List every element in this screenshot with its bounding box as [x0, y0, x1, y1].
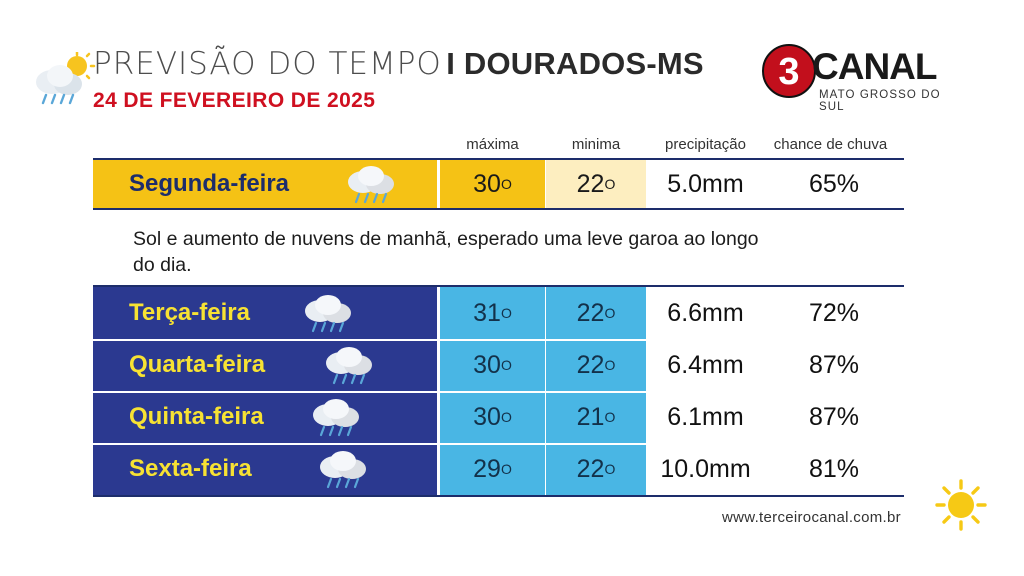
rain-cloud-icon — [343, 162, 405, 206]
page-header — [0, 0, 1024, 125]
column-header-minima: minima — [571, 136, 621, 153]
cell-precipitacao: 5.0mm — [667, 169, 744, 198]
day-cell — [93, 391, 437, 443]
day-label: Sexta-feira — [129, 455, 252, 482]
title-location: I DOURADOS-MS — [446, 46, 704, 81]
forecast-date: 24 DE FEVEREIRO DE 2025 — [93, 89, 376, 112]
cell-minima: 22 O — [546, 443, 646, 495]
minima-value: 22 — [576, 454, 605, 483]
cell-precipitacao: 6.4mm — [667, 350, 744, 379]
cell-chance: 81% — [808, 454, 860, 483]
minima-value: 22 — [576, 298, 605, 327]
day-cell — [93, 160, 437, 208]
maxima-value: 30 — [473, 350, 501, 379]
logo-circle — [762, 44, 816, 98]
logo-name: CANAL — [812, 46, 937, 87]
day-cell — [93, 287, 437, 339]
website-url[interactable]: www.terceirocanal.com.br — [722, 509, 901, 526]
minima-value: 21 — [576, 402, 605, 431]
day-cell — [93, 443, 437, 495]
cell-chance: 72% — [808, 298, 860, 327]
table-row — [93, 443, 904, 495]
page-title — [93, 48, 704, 113]
rain-cloud-icon — [315, 447, 377, 491]
day-label: Segunda-feira — [129, 170, 290, 197]
cell-precipitacao: 6.1mm — [667, 402, 744, 431]
table-row — [93, 287, 904, 339]
day-cell — [93, 339, 437, 391]
column-header-precipitacao: precipitação — [665, 136, 746, 153]
day-label: Terça-feira — [129, 299, 250, 326]
table-column-headers — [0, 136, 1024, 158]
rain-cloud-icon — [308, 395, 370, 439]
maxima-value: 29 — [473, 454, 501, 483]
cell-minima: 21 O — [546, 391, 646, 443]
day-label: Quinta-feira — [129, 403, 264, 430]
cell-chance: 87% — [808, 402, 860, 431]
logo-number: 3 — [778, 51, 800, 93]
cell-maxima: 30 O — [440, 391, 545, 443]
cell-maxima: 29 O — [440, 443, 545, 495]
column-header-chance: chance de chuva — [773, 136, 888, 153]
column-header-maxima: máxima — [466, 136, 519, 153]
cell-maxima: 31 O — [440, 287, 545, 339]
minima-value: 22 — [576, 169, 605, 198]
table-row-highlight — [93, 158, 904, 210]
cell-minima: 22 O — [546, 160, 646, 208]
table-row — [93, 339, 904, 391]
row-divider — [93, 443, 904, 445]
cell-minima: 22 O — [546, 339, 646, 391]
day-label: Quarta-feira — [129, 351, 266, 378]
title-primary: PREVISÃO DO TEMPO — [93, 46, 442, 82]
cell-chance: 65% — [808, 169, 860, 198]
forecast-description: Sol e aumento de nuvens de manhã, esperado uma leve garoa ao longo do dia. — [133, 228, 759, 277]
sun-behind-rain-cloud-icon — [30, 52, 98, 108]
cell-maxima: 30 O — [440, 160, 545, 208]
logo-state: MATO GROSSO DO SUL — [819, 89, 941, 113]
cell-precipitacao: 10.0mm — [660, 454, 751, 483]
row-divider — [93, 391, 904, 393]
maxima-value: 30 — [473, 402, 501, 431]
rain-cloud-icon — [300, 291, 362, 335]
row-divider — [93, 339, 904, 341]
cell-minima: 22 O — [546, 287, 646, 339]
channel-logo — [762, 44, 952, 113]
maxima-value: 30 — [473, 169, 501, 198]
rain-cloud-icon — [321, 343, 383, 387]
maxima-value: 31 — [473, 298, 501, 327]
cell-maxima: 30 O — [440, 339, 545, 391]
table-row — [93, 391, 904, 443]
cell-chance: 87% — [808, 350, 860, 379]
cell-precipitacao: 6.6mm — [667, 298, 744, 327]
sun-icon — [934, 478, 988, 532]
minima-value: 22 — [576, 350, 605, 379]
